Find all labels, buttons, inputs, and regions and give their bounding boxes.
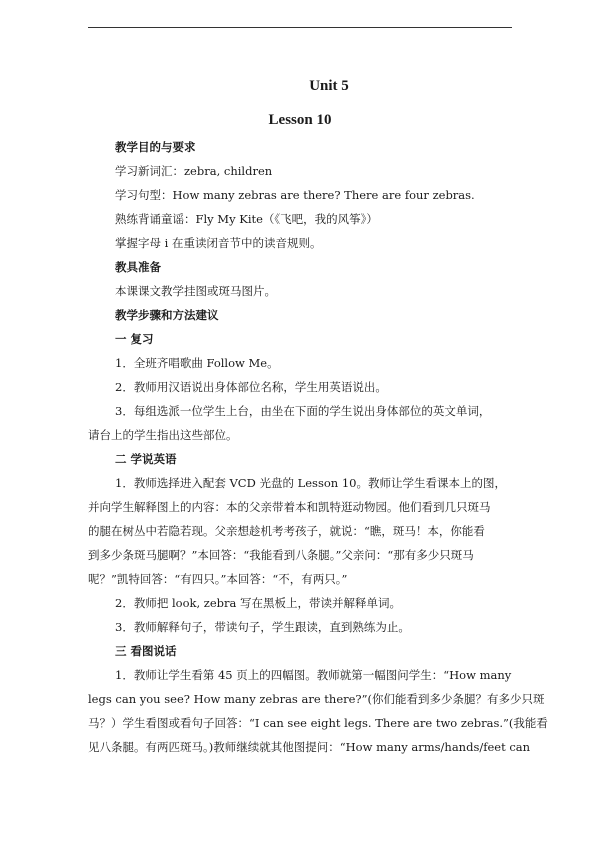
part1-heading: 一 复习 <box>115 332 154 346</box>
part3-item1-line: 1．教师让学生看第 45 页上的四幅图。教师就第一幅图问学生：“How many <box>115 668 512 682</box>
lesson-title: Lesson 10 <box>268 112 332 128</box>
prep-heading: 教具准备 <box>115 260 161 274</box>
goal-item: 学习新词汇：zebra, children <box>115 164 273 178</box>
part1-item: 3．每组选派一位学生上台，由坐在下面的学生说出身体部位的英文单词， <box>115 404 491 418</box>
part2-item1-line: 1．教师选择进入配套 VCD 光盘的 Lesson 10。教师让学生看课本上的图， <box>115 476 506 490</box>
prep-text: 本课课文教学挂图或斑马图片。 <box>115 284 276 298</box>
part2-item1-line: 呢？”凯特回答：“有四只。”本回答：“不，有两只。” <box>88 572 348 586</box>
goal-item: 熟练背诵童谣：Fly My Kite（《飞吧，我的风筝》） <box>115 212 378 226</box>
part2-item1-line: 并向学生解释图上的内容：本的父亲带着本和凯特逛动物园。他们看到几只斑马 <box>88 500 491 514</box>
part3-item1-line: 马？）学生看图或看句子回答：“I can see eight legs. There are two zebras.”(我能看 <box>88 716 548 730</box>
part2-item1-line: 到多少条斑马腿啊？”本回答：“我能看到八条腿。”父亲问：“那有多少只斑马 <box>88 548 474 562</box>
part2-item: 2．教师把 look, zebra 写在黑板上，带读并解释单词。 <box>115 596 402 610</box>
unit-title: Unit 5 <box>309 78 349 94</box>
part2-item1-line: 的腿在树丛中若隐若现。父亲想趁机考考孩子，就说：“瞧，斑马！本，你能看 <box>88 524 485 538</box>
part3-heading: 三 看图说话 <box>115 644 177 658</box>
part2-heading: 二 学说英语 <box>115 452 177 466</box>
steps-heading: 教学步骤和方法建议 <box>115 308 219 322</box>
part1-item: 1．全班齐唱歌曲 Follow Me。 <box>115 356 279 370</box>
header-rule <box>88 27 512 28</box>
part3-item1-line: 见八条腿。有两匹斑马。)教师继续就其他图提问：“How many arms/hands/feet can <box>88 740 531 754</box>
goal-item: 学习句型：How many zebras are there? There are four zebras. <box>115 188 475 202</box>
goal-item: 掌握字母 i 在重读闭音节中的读音规则。 <box>115 236 322 250</box>
part2-item: 3．教师解释句子，带读句子，学生跟读，直到熟练为止。 <box>115 620 410 634</box>
goals-heading: 教学目的与要求 <box>115 140 196 154</box>
part1-item-continued: 请台上的学生指出这些部位。 <box>88 428 238 442</box>
part1-item: 2．教师用汉语说出身体部位名称，学生用英语说出。 <box>115 380 387 394</box>
part3-item1-line: legs can you see? How many zebras are there?”(你们能看到多少条腿？有多少只斑 <box>88 692 545 706</box>
